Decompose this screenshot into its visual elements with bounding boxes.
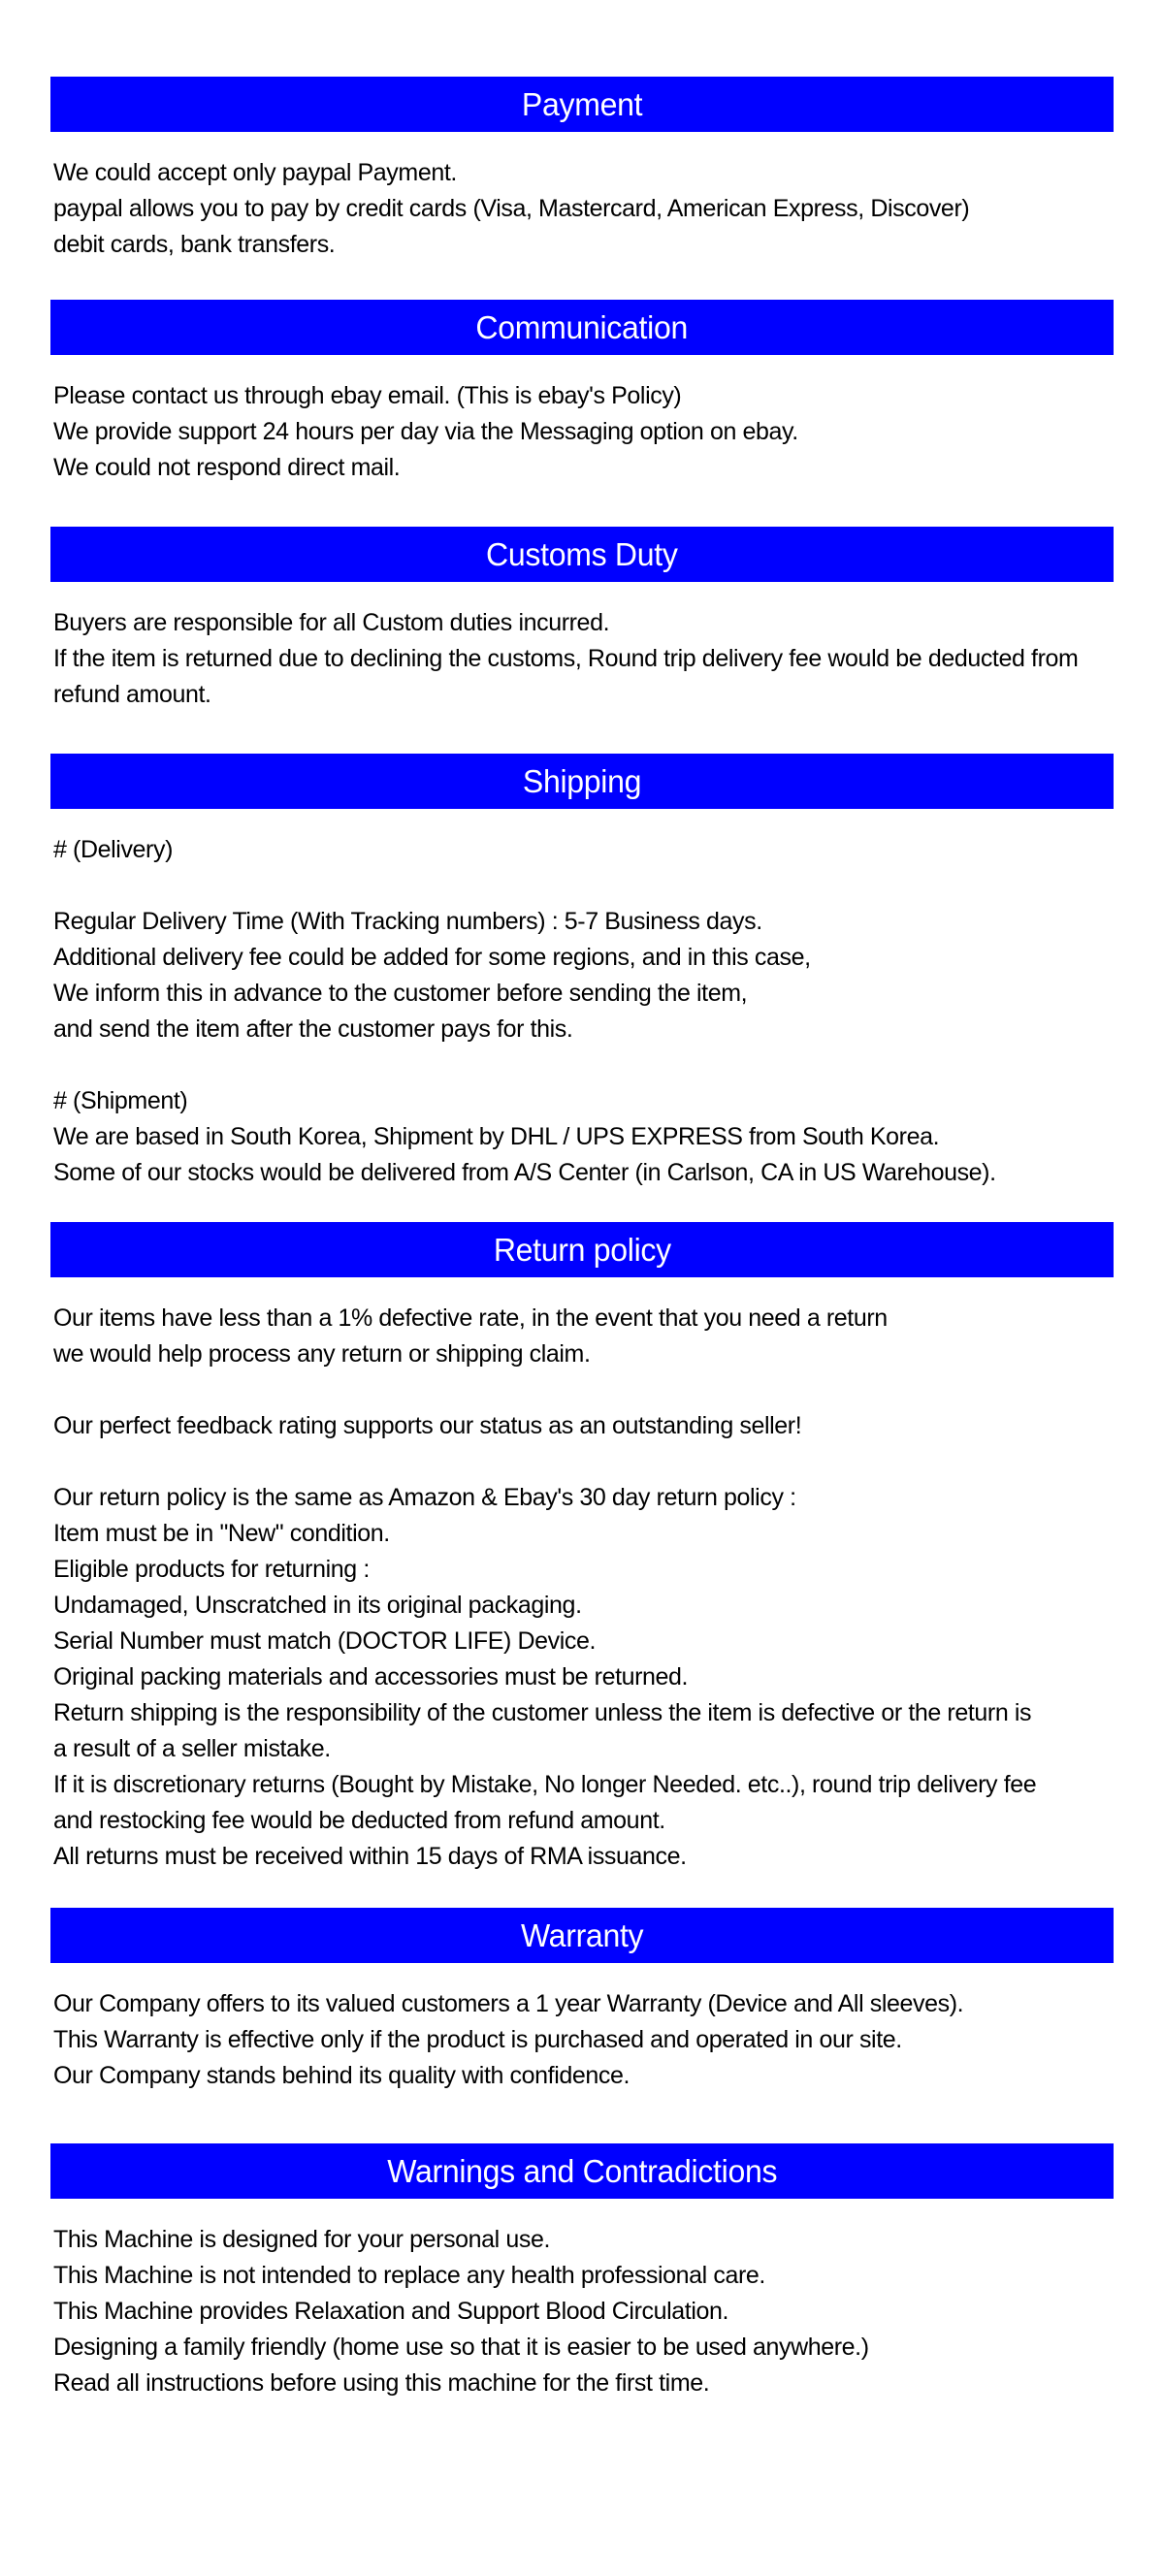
section-customs-duty [0, 527, 1164, 713]
return-policy-body [53, 1301, 1125, 1875]
policy-line: # (Delivery) [53, 836, 173, 863]
policy-line: Our Company stands behind its quality with confidence. [53, 2062, 630, 2089]
policy-line: This Warranty is effective only if the product is purchased and operated in our site. [53, 2026, 902, 2053]
policy-line: and send the item after the customer pays for this. [53, 1015, 573, 1043]
policy-line: Our perfect feedback rating supports our status as an outstanding seller! [53, 1412, 802, 1439]
policy-line: If the item is returned due to declining the customs, Round trip delivery fee would be deducted from [53, 645, 1079, 672]
communication-body [53, 378, 1125, 486]
customs-duty-header-bar [50, 527, 1114, 582]
policy-line: refund amount. [53, 681, 211, 708]
section-payment [0, 77, 1164, 263]
policy-line: Original packing materials and accessories must be returned. [53, 1663, 689, 1690]
payment-title: Payment [521, 86, 643, 122]
section-return-policy [0, 1222, 1164, 1875]
policy-line: # (Shipment) [53, 1087, 188, 1114]
section-communication [0, 300, 1164, 486]
policy-line: Read all instructions before using this machine for the first time. [53, 2369, 710, 2397]
policy-line: If it is discretionary returns (Bought by Mistake, No longer Needed. etc..), round trip delivery fee [53, 1771, 1037, 1798]
section-shipping [0, 754, 1164, 1191]
policy-line: Our Company offers to its valued customers a 1 year Warranty (Device and All sleeves). [53, 1990, 964, 2017]
return-policy-title: Return policy [493, 1232, 671, 1268]
policy-line: Item must be in "New" condition. [53, 1520, 390, 1547]
shipping-title: Shipping [522, 763, 642, 799]
policy-line-blank [53, 1372, 1125, 1408]
policy-line: We are based in South Korea, Shipment by DHL / UPS EXPRESS from South Korea. [53, 1123, 940, 1150]
policy-line: Buyers are responsible for all Custom duties incurred. [53, 609, 610, 636]
policy-line: We could not respond direct mail. [53, 454, 401, 481]
policy-line: This Machine is not intended to replace any health professional care. [53, 2262, 765, 2289]
payment-body [53, 155, 1125, 263]
policy-line: Some of our stocks would be delivered from A/S Center (in Carlson, CA in US Warehouse). [53, 1159, 996, 1186]
shipping-header-bar [50, 754, 1114, 809]
policy-line: debit cards, bank transfers. [53, 231, 336, 258]
return-policy-header-bar [50, 1222, 1114, 1277]
shipping-body [53, 832, 1125, 1191]
policy-line: All returns must be received within 15 days of RMA issuance. [53, 1843, 687, 1870]
policy-line: Serial Number must match (DOCTOR LIFE) Device. [53, 1627, 597, 1655]
policy-line: Please contact us through ebay email. (This is ebay's Policy) [53, 382, 682, 409]
policy-line: Regular Delivery Time (With Tracking numbers) : 5-7 Business days. [53, 908, 762, 935]
communication-header-bar [50, 300, 1114, 355]
warnings-header-bar [50, 2143, 1114, 2199]
policy-line: and restocking fee would be deducted from refund amount. [53, 1807, 665, 1834]
policy-line: This Machine is designed for your personal use. [53, 2226, 551, 2253]
policy-line: a result of a seller mistake. [53, 1735, 331, 1762]
policy-line: Our items have less than a 1% defective rate, in the event that you need a return [53, 1304, 888, 1332]
policy-line: Additional delivery fee could be added for some regions, and in this case, [53, 944, 811, 971]
warnings-title: Warnings and Contradictions [387, 2153, 777, 2189]
section-warnings [0, 2143, 1164, 2401]
customs-duty-body [53, 605, 1125, 713]
policy-line-blank [53, 868, 1125, 904]
policy-line: Designing a family friendly (home use so that it is easier to be used anywhere.) [53, 2334, 869, 2361]
policy-line: Our return policy is the same as Amazon & Ebay's 30 day return policy : [53, 1484, 796, 1511]
payment-header-bar [50, 77, 1114, 132]
policy-line-blank [53, 1047, 1125, 1083]
policy-line: Return shipping is the responsibility of the customer unless the item is defective or the return is [53, 1699, 1032, 1726]
policy-line: Eligible products for returning : [53, 1556, 370, 1583]
warranty-body [53, 1986, 1125, 2094]
policy-line-blank [53, 1444, 1125, 1480]
policy-line: We inform this in advance to the customer before sending the item, [53, 980, 748, 1007]
policy-line: Undamaged, Unscratched in its original packaging. [53, 1592, 582, 1619]
policy-line: We could accept only paypal Payment. [53, 159, 457, 186]
policy-line: This Machine provides Relaxation and Support Blood Circulation. [53, 2298, 729, 2325]
warnings-body [53, 2222, 1125, 2401]
warranty-title: Warranty [520, 1917, 644, 1953]
customs-duty-title: Customs Duty [486, 536, 678, 572]
section-warranty [0, 1908, 1164, 2094]
policy-line: paypal allows you to pay by credit cards (Visa, Mastercard, American Express, Discover) [53, 195, 970, 222]
warranty-header-bar [50, 1908, 1114, 1963]
communication-title: Communication [475, 309, 689, 345]
policy-line: we would help process any return or shipping claim. [53, 1340, 591, 1368]
policy-line: We provide support 24 hours per day via the Messaging option on ebay. [53, 418, 798, 445]
